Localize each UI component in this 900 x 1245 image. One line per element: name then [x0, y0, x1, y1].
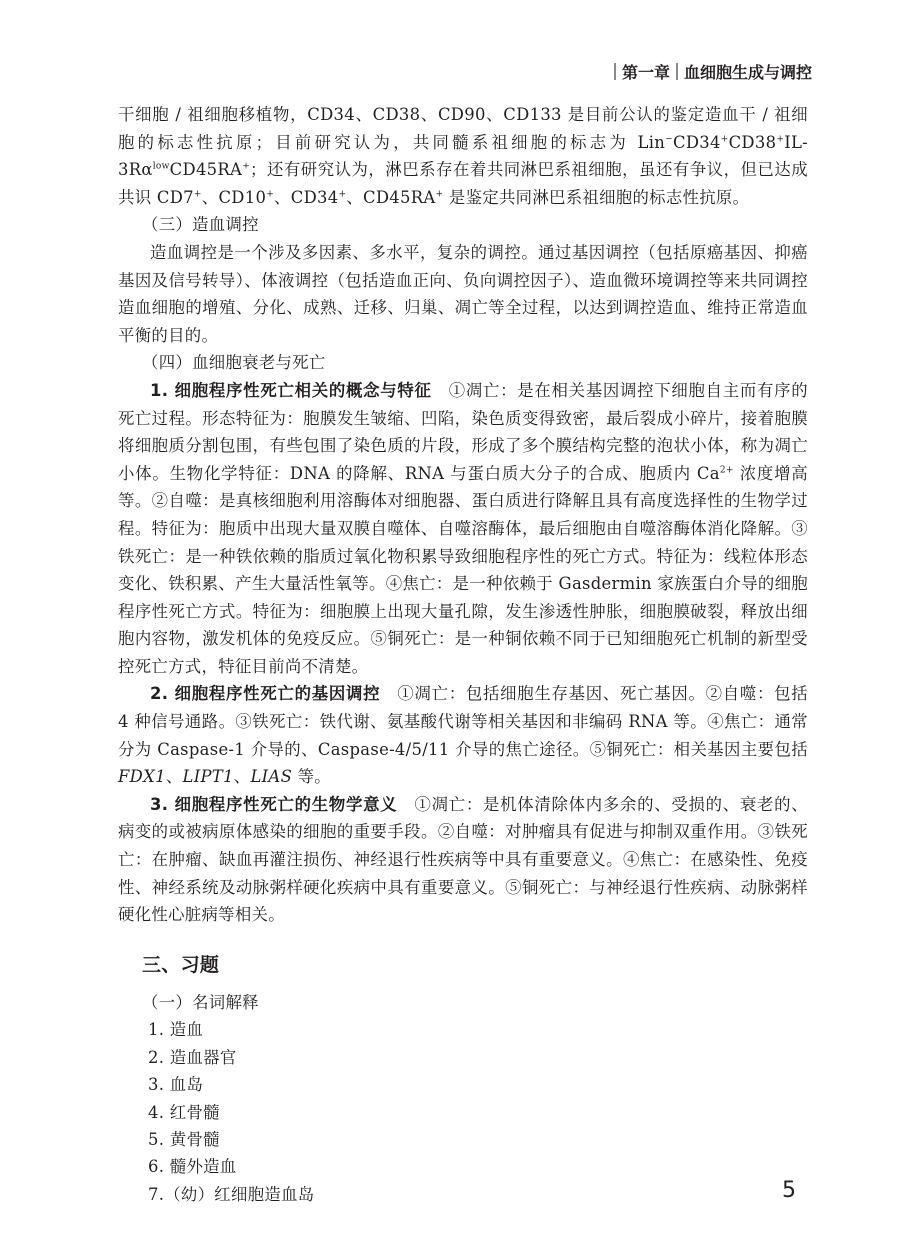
gene-name: LIAS: [250, 767, 293, 787]
paragraph-stem-cell-antigens: 干细胞 / 祖细胞移植物，CD34、CD38、CD90、CD133 是目前公认的鉴定造血干 / 祖细胞的标志性抗原；目前研究认为，共同髓系祖细胞的标志为 $Lin^-CD34^+CD38^+IL-3R\alpha^{low}CD45RA^+$；还有研究认为，淋巴系存在着共同淋巴系祖细胞，虽还有争议，但已达成共识 CD7+、CD10+、CD34+、CD45RA+ 是鉴定共同淋巴系祖细胞的标志性抗原。: [118, 105, 808, 207]
gene-name: FDX1: [118, 767, 166, 787]
list-item: 2. 造血器官: [148, 1047, 237, 1067]
paragraph-pcd-gene-regulation: 2. 细胞程序性死亡的基因调控 ①凋亡：包括细胞生存基因、死亡基因。②自噬：包括 4 种信号通路。③铁死亡：铁代谢、氨基酸代谢等相关基因和非编码 RNA 等。④焦亡：通常分为 Caspase-1 介导的、Caspase-4/5/11 介导的焦亡途径。⑤铜死亡：相关基因主要包括 FDX1、LIPT1、LIAS 等。: [118, 684, 808, 787]
item-lead: 3. 细胞程序性死亡的生物学意义: [150, 794, 398, 814]
item-lead: 1. 细胞程序性死亡相关的概念与特征: [150, 380, 432, 400]
chapter-label: 第一章: [621, 63, 670, 82]
section-heading-exercises: 三、习题: [142, 953, 220, 976]
item-lead: 2. 细胞程序性死亡的基因调控: [150, 684, 381, 704]
list-item: 5. 黄骨髓: [148, 1130, 220, 1150]
paragraph-pcd-significance: 3. 细胞程序性死亡的生物学意义 ①凋亡：是机体清除体内多余的、受损的、衰老的、病变的或被病原体感染的细胞的重要手段。②自噬：对肿瘤具有促进与抑制双重作用。③铁死亡：在肿瘤、缺血再灌注损伤、神经退行性疾病等中具有重要意义。④焦亡：在感染性、免疫性、神经系统及动脉粥样硬化疾病中具有重要意义。⑤铜死亡：与神经退行性疾病、动脉粥样硬化性心脏病等相关。: [118, 794, 808, 925]
chapter-title: 血细胞生成与调控: [683, 63, 812, 82]
list-item: 6. 髓外造血: [148, 1157, 237, 1177]
list-item: 3. 血岛: [148, 1075, 204, 1095]
gene-name: LIPT1: [182, 767, 234, 787]
list-item: 1. 造血: [148, 1020, 204, 1040]
header-divider-left: [614, 63, 616, 80]
page-number: 5: [782, 1178, 796, 1203]
section-heading-hematopoietic-regulation: （三）造血调控: [142, 215, 259, 235]
paragraph-pcd-concepts: 1. 细胞程序性死亡相关的概念与特征 ①凋亡：是在相关基因调控下细胞自主而有序的死亡过程。形态特征为：胞膜发生皱缩、凹陷，染色质变得致密，最后裂成小碎片，接着胞膜将细胞质分割包围，有些包围了染色质的片段，形成了多个膜结构完整的泡状小体，称为凋亡小体。生物化学特征：DNA 的降解、RNA 与蛋白质大分子的合成、胞质内 $Ca^{2+}$ 浓度增高等。②自噬：是真核细胞利用溶酶体对细胞器、蛋白质进行降解且具有高度选择性的生物学过程。特征为：胞质中出现大量双膜自噬体、自噬溶酶体，最后细胞由自噬溶酶体消化降解。③铁死亡：是一种铁依赖的脂质过氧化物积累导致细胞程序性的死亡方式。特征为：线粒体形态变化、铁积累、产生大量活性氧等。④焦亡：是一种依赖于 Gasdermin 家族蛋白介导的细胞程序性死亡方式。特征为：细胞膜上出现大量孔隙，发生渗透性肿胀，细胞膜破裂，释放出细胞内容物，激发机体的免疫反应。⑤铜死亡：是一种铜依赖不同于已知细胞死亡机制的新型受控死亡方式，特征目前尚不清楚。: [118, 380, 808, 676]
section-heading-cell-aging-death: （四）血细胞衰老与死亡: [142, 353, 326, 373]
exercise-list: [118, 1016, 808, 1208]
subsection-heading-term-definitions: （一）名词解释: [142, 992, 259, 1012]
header-divider-mid: [676, 63, 678, 80]
list-item: 7.（幼）红细胞造血岛: [148, 1184, 315, 1204]
list-item: 4. 红骨髓: [148, 1102, 220, 1122]
paragraph-hematopoietic-regulation: 造血调控是一个涉及多因素、多水平，复杂的调控。通过基因调控（包括原癌基因、抑癌基因及信号转导）、体液调控（包括造血正向、负向调控因子）、造血微环境调控等来共同调控造血细胞的增殖、分化、成熟、迁移、归巢、凋亡等全过程，以达到调控造血、维持正常造血平衡的目的。: [118, 242, 808, 345]
page-body: [118, 101, 808, 1208]
running-header: [608, 60, 812, 83]
